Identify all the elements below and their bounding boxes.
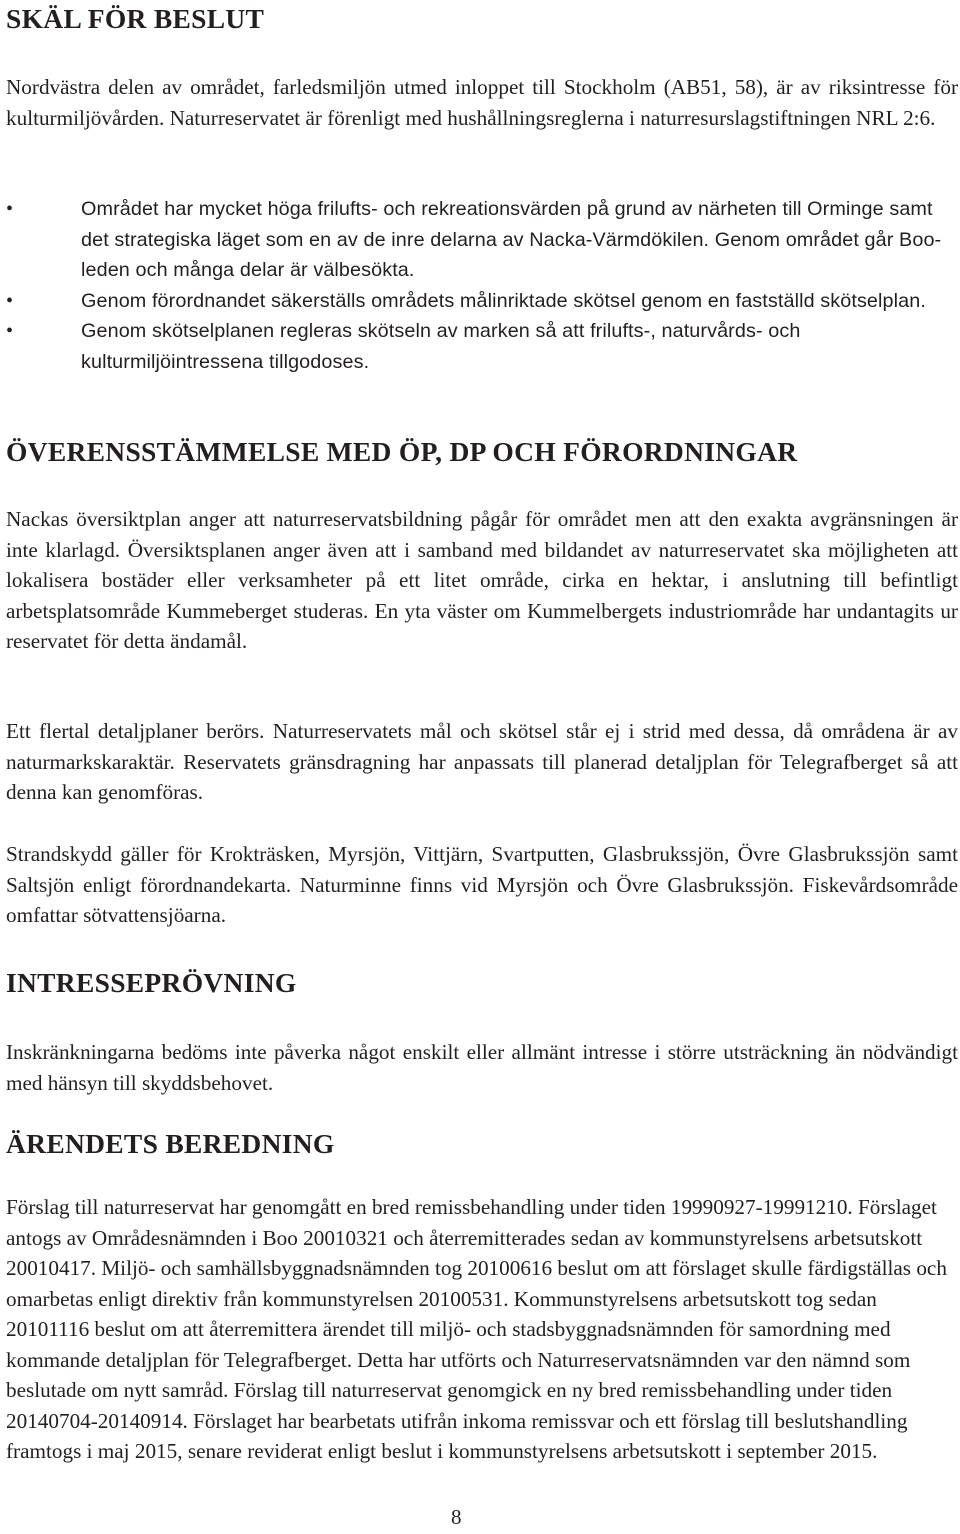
paragraph-arendets-beredning: Förslag till naturreservat har genomgått en bred remissbehandling under tiden 19990927-19991210. Förslaget antogs av Områdesnämnden i Boo 20010321 och återremitterades sedan av kommunstyrelsens arbetsutskott 20010417. Miljö- och samhällsbyggnadsnämnden tog 20100616 beslut om att förslaget skulle färdigställas och omarbetas enligt direktiv från kommunstyrelsen 20100531. Kommunstyrelsens arbetsutskott tog sedan 20101116 beslut om att återremittera ärendet till miljö- och stadsbyggnadsnämnden för samordning med kommande detaljplan för Telegrafberget. Detta har utförts och Naturreservatsnämnden var den nämnd som beslutade om nytt samråd. Förslag till naturreservat genomgick en ny bred remissbehandling under tiden 20140704-20140914. Förslaget har bearbetats utifrån inkoma remissvar och ett förslag till beslutshandling framtogs i maj 2015, senare reviderat enligt beslut i kommunstyrelsens arbetsutskott i september 2015. (6, 1195, 947, 1463)
paragraph-skal-intro: Nordvästra delen av området, farledsmiljön utmed inloppet till Stockholm (AB51, 58), är av riksintresse för kulturmiljövården. Naturreservatet är förenligt med hushållningsreglerna i naturresurslagstiftningen NRL 2:6. (6, 75, 958, 130)
paragraph-oversiktsplan: Nackas översiktplan anger att naturreservatsbildning pågår för området men att den exakta avgränsningen är inte klarlagd. Översiktsplanen anger även att i samband med bildandet av naturreservatet ska möjligheten att lokalisera bostäder eller verksamheter på ett litet område, cirka en hektar, i anslutning till befintligt arbetsplatsområde Kummeberget studeras. En yta väster om Kummelbergets industriområde har undantagits ur reservatet för detta ändamål. (6, 507, 958, 653)
bullet-text: Genom förordnandet säkerställs områdets målinriktade skötsel genom en fastställd skötselplan. (81, 289, 926, 312)
paragraph-intresseprovning: Inskränkningarna bedöms inte påverka något enskilt eller allmänt intresse i större utsträckning än nödvändigt med hänsyn till skyddsbehovet. (6, 1040, 958, 1095)
section-heading-skal-for-beslut: SKÄL FÖR BESLUT (6, 3, 265, 34)
list-item (6, 286, 958, 317)
bullet-icon: • (6, 289, 14, 312)
bullet-icon: • (6, 320, 14, 342)
section-heading-arendets-beredning: ÄRENDETS BEREDNING (6, 1128, 335, 1159)
list-item (6, 316, 958, 377)
section-heading-intresseprovning: INTRESSEPRÖVNING (6, 967, 297, 998)
bullet-text: Området har mycket höga frilufts- och rekreationsvärden på grund av närheten till Orminge samt det strategiska läget som en av de inre delarna av Nacka-Värmdökilen. Genom området går Boo-leden och många delar är välbesökta. (81, 198, 942, 281)
section-heading-overensstammelse: ÖVERENSSTÄMMELSE MED ÖP, DP OCH FÖRORDNINGAR (6, 436, 798, 467)
paragraph-detaljplaner: Ett flertal detaljplaner berörs. Naturreservatets mål och skötsel står ej i strid med dessa, då områdena är av naturmarkskaraktär. Reservatets gränsdragning har anpassats till planerad detaljplan för Telegrafberget så att denna kan genomföras. (6, 719, 958, 804)
list-item (6, 194, 958, 286)
paragraph-strandskydd: Strandskydd gäller för Krokträsken, Myrsjön, Vittjärn, Svartputten, Glasbrukssjön, Övre Glasbrukssjön samt Saltsjön enligt förordnandekarta. Naturminne finns vid Myrsjön och Övre Glasbrukssjön. Fiskevårdsområde omfattar sötvattensjöarna. (6, 842, 958, 927)
bullet-icon: • (6, 198, 14, 220)
page-number: 8 (451, 1505, 462, 1529)
bullet-text: Genom skötselplanen regleras skötseln av marken så att frilufts-, naturvårds- och kulturmiljöintressena tillgodoses. (81, 320, 801, 373)
bullet-list (6, 194, 958, 377)
